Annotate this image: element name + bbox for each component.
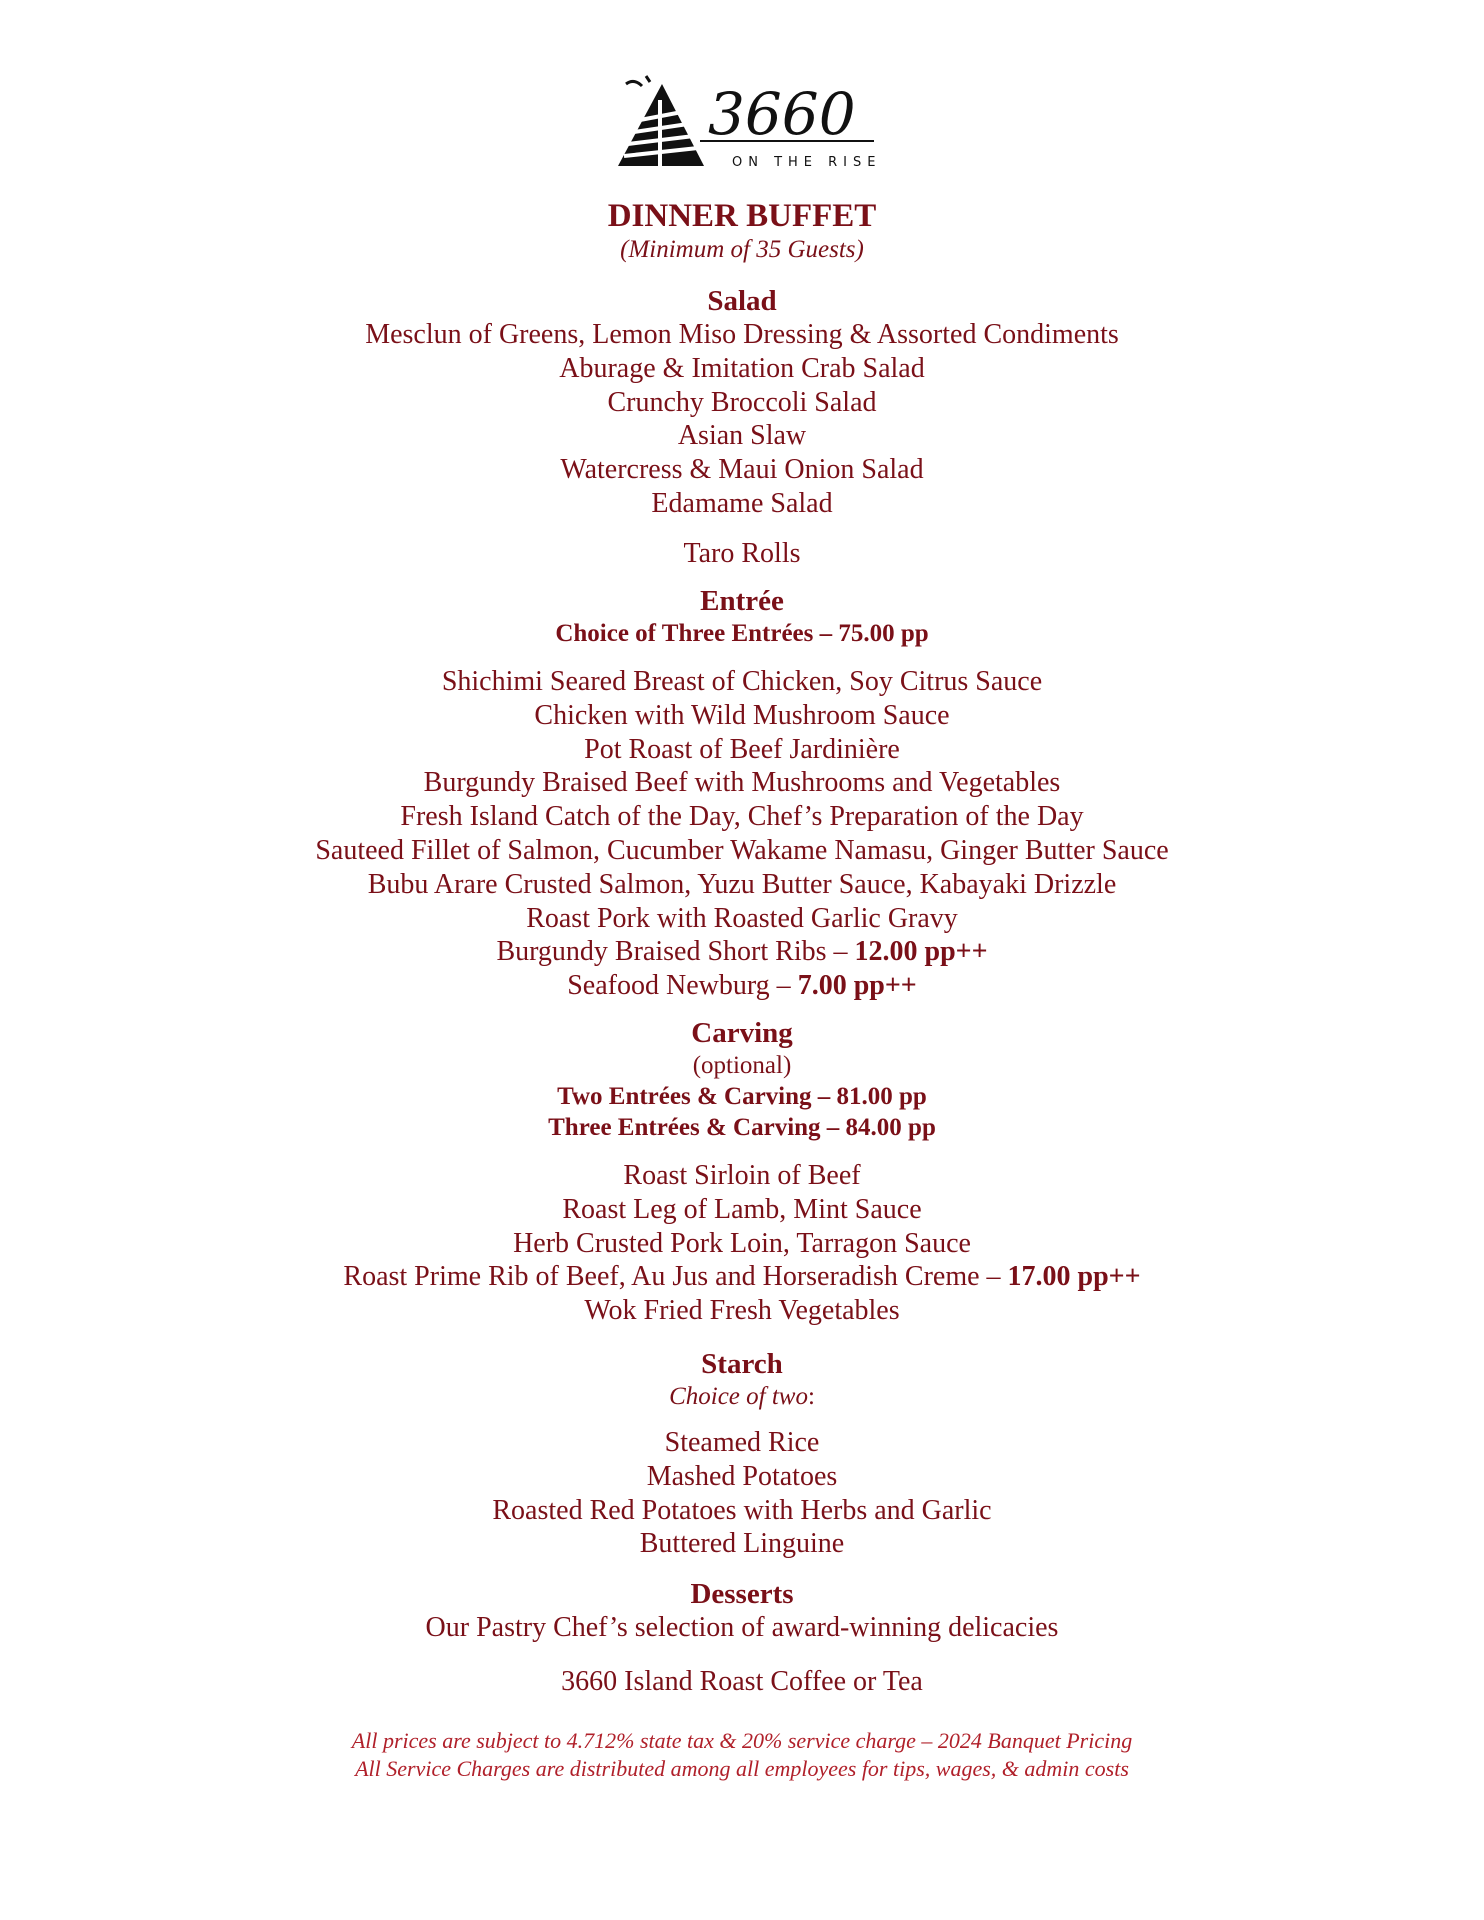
- menu-item: Burgundy Braised Short Ribs – 12.00 pp++: [496, 936, 988, 968]
- menu-item: Seafood Newburg – 7.00 pp++: [567, 970, 917, 1002]
- menu-item: Mesclun of Greens, Lemon Miso Dressing & Assorted Condiments: [365, 319, 1119, 350]
- footer-note: All Service Charges are distributed among all employees for tips, wages, & admin costs: [355, 1756, 1129, 1781]
- section-heading: Salad: [707, 285, 777, 317]
- menu-item: Crunchy Broccoli Salad: [607, 386, 877, 418]
- section-heading: Desserts: [690, 1578, 794, 1610]
- starch-note: Choice of two:: [669, 1383, 815, 1410]
- salad-section: [0, 284, 1484, 571]
- menu-item: Roast Leg of Lamb, Mint Sauce: [562, 1193, 922, 1225]
- dessert-description: Our Pastry Chef’s selection of award-winning delicacies: [425, 1612, 1059, 1643]
- section-heading: Entrée: [700, 585, 784, 617]
- menu-item: Asian Slaw: [677, 420, 807, 452]
- menu-item: Aburage & Imitation Crab Salad: [559, 352, 925, 384]
- carving-pricing: Three Entrées & Carving – 84.00 pp: [548, 1114, 936, 1141]
- menu-item: Roast Sirloin of Beef: [623, 1160, 861, 1191]
- entree-pricing: Choice of Three Entrées – 75.00 pp: [555, 620, 929, 647]
- menu-item: Watercress & Maui Onion Salad: [560, 454, 924, 486]
- svg-text:ON THE RISE: ON THE RISE: [732, 155, 882, 170]
- bread-item: Taro Rolls: [683, 537, 801, 569]
- menu-item: Sauteed Fillet of Salmon, Cucumber Wakame Namasu, Ginger Butter Sauce: [315, 834, 1169, 866]
- desserts-section: [0, 1577, 1484, 1699]
- carving-pricing: Two Entrées & Carving – 81.00 pp: [557, 1083, 927, 1110]
- menu-title: DINNER BUFFET: [607, 198, 877, 234]
- beverage-item: 3660 Island Roast Coffee or Tea: [561, 1665, 923, 1697]
- menu-item: Buttered Linguine: [639, 1528, 845, 1560]
- footer-note: All prices are subject to 4.712% state tax & 20% service charge – 2024 Banquet Pricing: [351, 1728, 1133, 1753]
- menu-item: Herb Crusted Pork Loin, Tarragon Sauce: [513, 1227, 971, 1259]
- pricing-footer: [0, 1727, 1484, 1783]
- menu-item: Roasted Red Potatoes with Herbs and Garlic: [492, 1494, 992, 1526]
- carving-note: (optional): [692, 1052, 792, 1079]
- starch-section: [0, 1347, 1484, 1561]
- section-heading: Starch: [701, 1348, 783, 1380]
- menu-item: Roast Pork with Roasted Garlic Gravy: [526, 902, 958, 934]
- menu-item: Mashed Potatoes: [646, 1460, 838, 1492]
- menu-item: Chicken with Wild Mushroom Sauce: [534, 699, 950, 731]
- menu-item: Roast Prime Rib of Beef, Au Jus and Horseradish Creme – 17.00 pp++: [343, 1261, 1141, 1293]
- menu-item: Wok Fried Fresh Vegetables: [584, 1295, 900, 1327]
- mountain-pine-logo-icon: [612, 70, 882, 180]
- svg-text:3660: 3660: [708, 80, 856, 148]
- carving-section: [0, 1016, 1484, 1328]
- section-heading: Carving: [691, 1017, 793, 1049]
- menu-item: Shichimi Seared Breast of Chicken, Soy Citrus Sauce: [441, 666, 1043, 697]
- entree-section: [0, 584, 1484, 1003]
- menu-item: Burgundy Braised Beef with Mushrooms and Vegetables: [423, 767, 1061, 799]
- menu-item: Bubu Arare Crusted Salmon, Yuzu Butter Sauce, Kabayaki Drizzle: [367, 868, 1117, 900]
- menu-item: Pot Roast of Beef Jardinière: [584, 733, 900, 765]
- menu-item: Fresh Island Catch of the Day, Chef’s Preparation of the Day: [400, 801, 1084, 833]
- menu-item: Edamame Salad: [651, 487, 833, 519]
- menu-subtitle: (Minimum of 35 Guests): [620, 236, 864, 263]
- restaurant-logo: [612, 70, 882, 180]
- menu-item: Steamed Rice: [664, 1427, 820, 1458]
